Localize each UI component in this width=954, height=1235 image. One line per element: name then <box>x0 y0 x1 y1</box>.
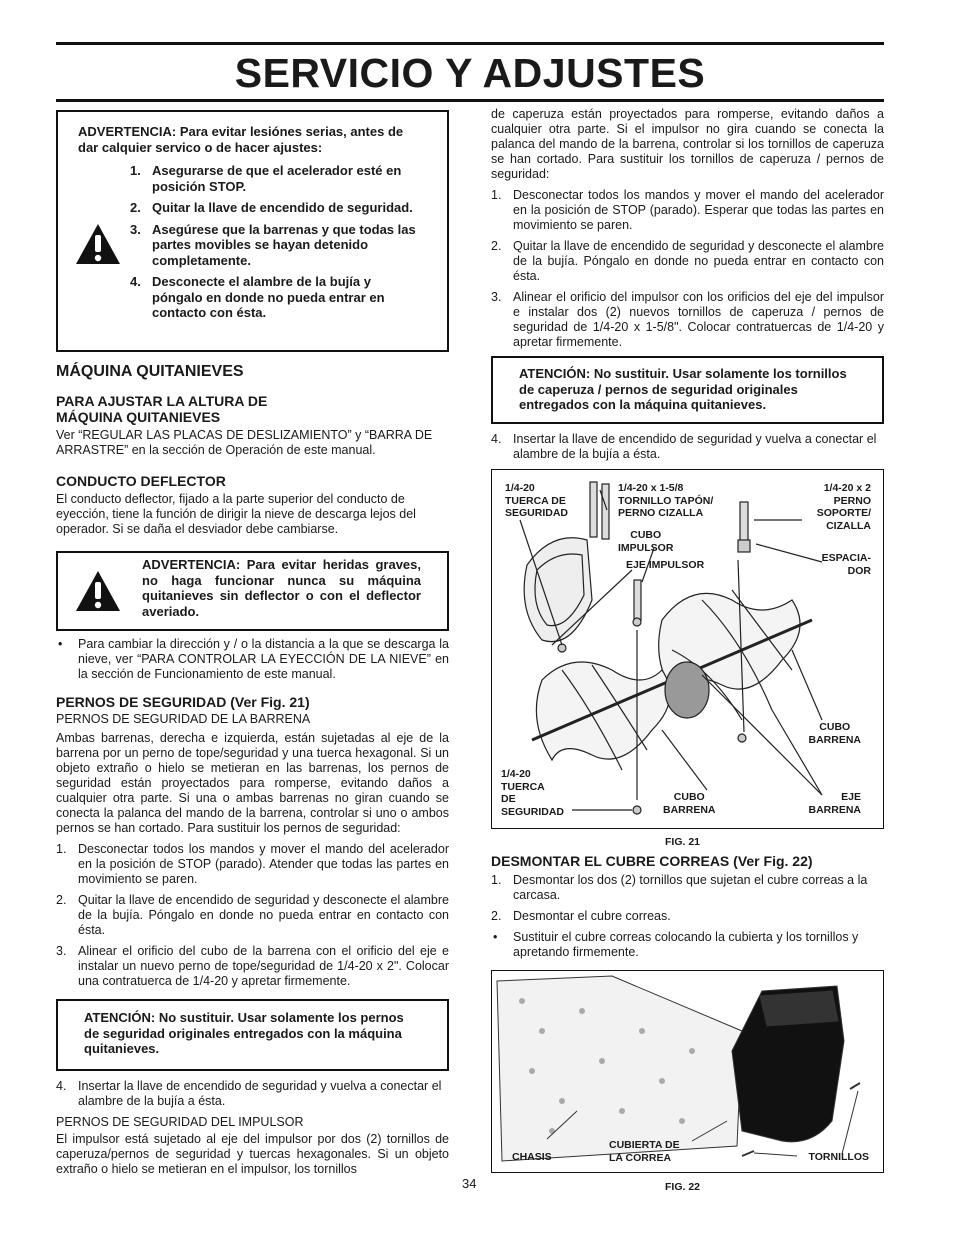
heading-desmontar: DESMONTAR EL CUBRE CORREAS (Ver Fig. 22) <box>491 853 813 869</box>
desmontar-steps <box>491 873 884 924</box>
heading-conducto: CONDUCTO DEFLECTOR <box>56 473 226 489</box>
left-column <box>56 110 449 1183</box>
step: 1. Desmontar los dos (2) tornillos que sujetan el cubre correas a la carcasa. <box>491 873 868 902</box>
top-rule <box>56 42 884 45</box>
page-number: 34 <box>462 1176 477 1191</box>
impulsor-steps <box>491 188 884 350</box>
warning-intro: ADVERTENCIA: Para evitar lesiónes serias, antes de dar calquier servico o de hacer ajustes: <box>78 124 404 155</box>
para-altura: Ver “REGULAR LAS PLACAS DE DESLIZAMIENTO” y “BARRA DE ARRASTRE” en la sección de Operación de este manual. <box>56 428 433 457</box>
heading-pernos: PERNOS DE SEGURIDAD (Ver Fig. 21) <box>56 694 310 710</box>
step: 2. Desmontar el cubre correas. <box>491 909 671 923</box>
step: 4. Insertar la llave de encendido de seguridad y vuelva a conectar el alambre de la bujía a ésta. <box>56 1079 442 1108</box>
right-column <box>491 107 884 468</box>
fig21-caption: FIG. 21 <box>665 836 701 848</box>
step: 3. Alinear el orificio del cubo de la barrena con el orificio del eje e instalar un nuevo perno de tope/seguridad de 1/4-20 x 2". Colocar una contratuerca de 1/4-20 y apretar firmemente. <box>56 944 449 988</box>
atencion-box-impulsor: ATENCIÓN: No sustituir. Usar solamente los tornillos de caperuza / pernos de seguridad originales entregados con la máquina quitanieves. <box>491 356 884 424</box>
label-chasis: CHASIS <box>512 1151 552 1163</box>
label-perno-soporte: 1/4-20 x 2 PERNO SOPORTE/ CIZALLA <box>816 482 871 532</box>
page-title: SERVICIO Y ADJUSTES <box>234 50 706 96</box>
label-tuerca-seguridad-1: 1/4-20 TUERCA DE SEGURIDAD <box>505 482 569 519</box>
sub-impulsor: PERNOS DE SEGURIDAD DEL IMPULSOR <box>56 1115 304 1129</box>
warning-step: 3. Asegúrese que la barrenas y que todas las partes movibles se hayan detenido completamente. <box>130 221 416 268</box>
step: 2. Quitar la llave de encendido de seguridad y desconecte el alambre de la bujía. Póngalo en donde no pueda entrar en contacto con ésta. <box>56 893 449 937</box>
warning-steps <box>130 163 421 321</box>
bullet-sustituir: • Sustituir el cubre correas colocando la cubierta y los tornillos y apretando firmemente. <box>493 930 859 959</box>
desmontar-section <box>491 853 884 960</box>
label-cubo-barrena-2: CUBO BARRENA <box>663 791 716 816</box>
label-cubo-barrena-1: CUBO BARRENA <box>808 721 861 746</box>
label-tornillos: TORNILLOS <box>808 1151 869 1163</box>
belt-cover-diagram <box>492 971 882 1171</box>
warning-deflector-text: ADVERTENCIA: Para evitar heridas graves, no haga funcionar nunca su máquina quitanieves sin deflector o con el deflector averiado. <box>142 557 421 619</box>
figure-22 <box>491 970 884 1173</box>
barrena-steps <box>56 842 449 989</box>
warning-step: 4. Desconecte el alambre de la bujía y póngalo en donde no pueda entrar en contacto con ésta. <box>130 274 385 320</box>
fig22-caption: FIG. 22 <box>665 1181 701 1193</box>
warning-triangle-icon <box>74 222 122 266</box>
label-eje-impulsor: EJE IMPULSOR <box>626 559 705 571</box>
step: 4. Insertar la llave de encendido de seguridad y vuelva a conectar el alambre de la bujía a ésta. <box>491 432 877 461</box>
warning-triangle-icon <box>74 569 122 613</box>
step: 1. Desconectar todos los mandos y mover el mando del acelerador en la posición de STOP (parado). Atender que todas las partes en movimiento se paren. <box>56 842 449 886</box>
para-impulsor: El impulsor está sujetado al eje del impulsor por dos (2) tornillos de caperuza/pernos de seguridad y tuercas hexagonales. Si un objeto extraño o hielo se metieran en el impulsor, los tornillos <box>56 1132 449 1176</box>
heading-maquina: MÁQUINA QUITANIEVES <box>56 363 244 380</box>
para-barrena: Ambas barrenas, derecha e izquierda, están sujetadas al eje de la barrena por un perno de tope/seguridad y una tuerca hexagonal. Si un objeto extraño o hielo se metieran en las barrenas, los pernos de seguridad están proyectados para romperse, evitando daños a cualquier otra parte. Si una o ambas barrenas no giran cuando se conecta la palanca del mando de la barrena, controlar si uno o ambos pernos se han cortado. Para sustituir los pernos de seguridad: <box>56 731 449 835</box>
step: 2. Quitar la llave de encendido de seguridad y desconecte el alambre de la bujía. Póngalo en donde no pueda entrar en contacto con ésta. <box>491 239 884 283</box>
title-underline <box>56 99 884 102</box>
warning-step: 2. Quitar la llave de encendido de seguridad. <box>130 200 413 215</box>
para-impulsor-cont: de caperuza están proyectados para romperse, evitando daños a cualquier otra parte. Si el impulsor no gira cuando se conecta la palanca del mando de la barrena, controlar si los tornillos de caperuza se han cortado. Para sustituir los tornillos de caperuza / pernos de seguridad: <box>491 107 884 181</box>
impulsor-step4 <box>491 432 884 462</box>
warning-box-deflector <box>56 551 449 631</box>
warning-box-service <box>56 110 449 352</box>
step: 3. Alinear el orificio del impulsor con los orificios del eje del impulsor e instalar dos (2) nuevos tornillos de caperuza / pernos de seguridad de 1/4-20 x 1-5/8". Colocar contratuercas de 1/4-20 y apretar firmemente. <box>491 290 884 349</box>
label-tornillo-tapon: 1/4-20 x 1-5/8 TORNILLO TAPÓN/ PERNO CIZALLA <box>618 482 714 519</box>
barrena-step4 <box>56 1079 449 1109</box>
label-tuerca-seguridad-2: 1/4-20 TUERCA DE SEGURIDAD <box>501 768 565 818</box>
atencion-box-barrena: ATENCIÓN: No sustituir. Usar solamente los pernos de seguridad originales entregados con la máquina quitanieves. <box>56 999 449 1071</box>
sub-barrena: PERNOS DE SEGURIDAD DE LA BARRENA <box>56 712 311 726</box>
warning-step: 1. Asegurarse de que el acelerador esté en posición STOP. <box>130 163 402 194</box>
bullet-eyeccion: • Para cambiar la dirección y / o la distancia a la que se descarga la nieve, ver “PARA CONTROLAR LA EYECCIÓN DE LA NIEVE” en la sección de Funcionamiento de este manual. <box>58 637 449 681</box>
heading-altura: PARA AJUSTAR LA ALTURA DE MÁQUINA QUITANIEVES <box>56 393 268 425</box>
label-cubo-impulsor: CUBO IMPULSOR <box>618 529 674 554</box>
label-cubierta-correa: CUBIERTA DE LA CORREA <box>609 1139 680 1164</box>
para-conducto: El conducto deflector, fijado a la parte superior del conducto de eyección, tiene la función de dirigir la nieve de descarga lejos del operador. Si se daña el desviador debe cambiarse. <box>56 492 416 536</box>
step: 1. Desconectar todos los mandos y mover el mando del acelerador en la posición de STOP (parado). Esperar que todas las partes en movimiento se paren. <box>491 188 884 232</box>
figure-21 <box>491 469 884 829</box>
label-espaciador: ESPACIA- DOR <box>821 552 871 577</box>
label-eje-barrena: EJE BARRENA <box>808 791 861 816</box>
